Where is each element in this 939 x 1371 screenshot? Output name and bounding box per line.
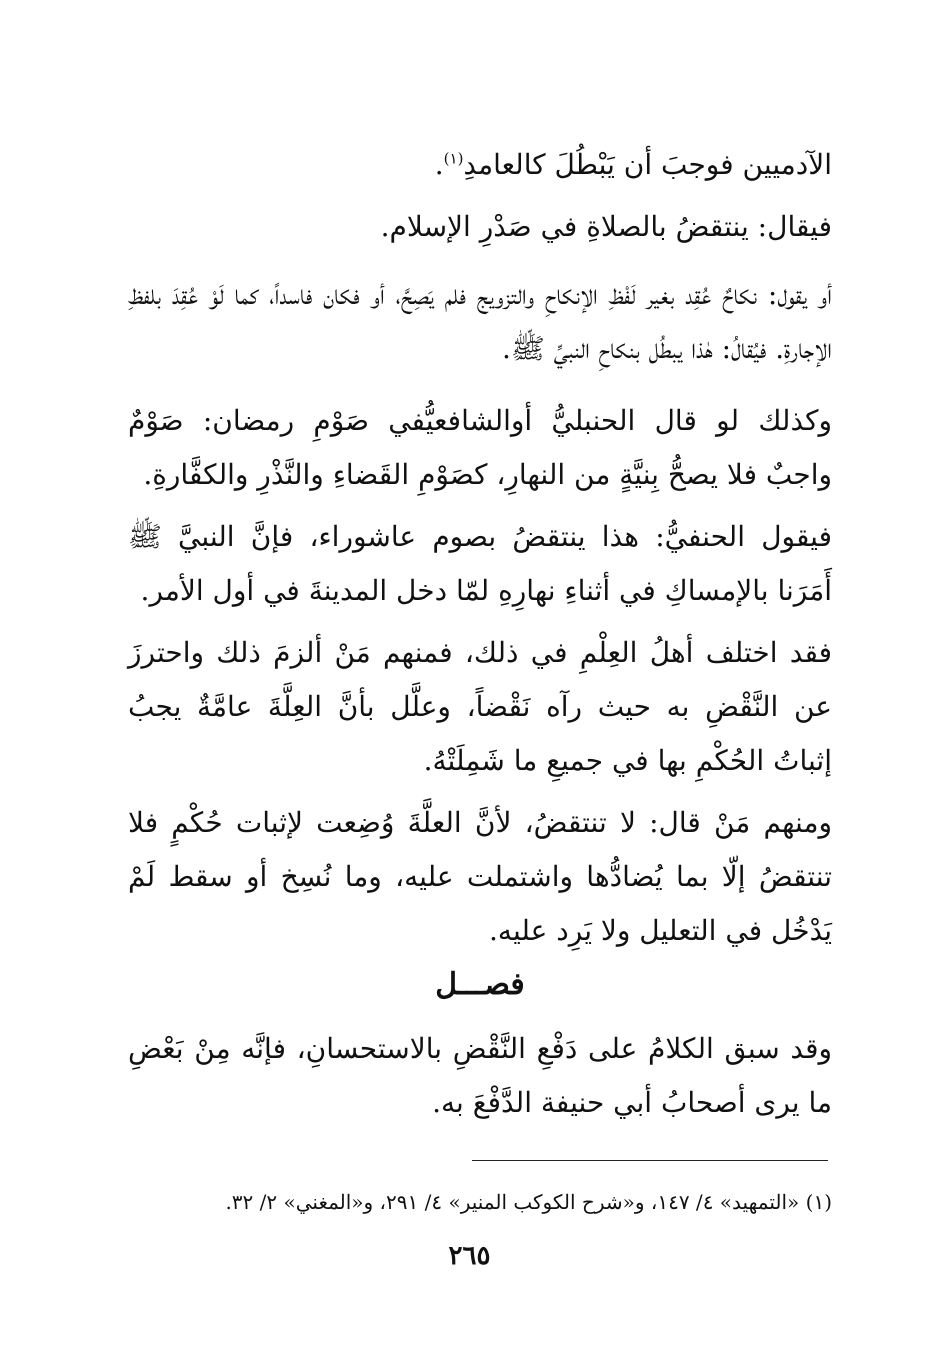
- paragraph-6: فقد اختلف أهلُ العِلْمِ في ذلك، فمنهم مَنْ ألزمَ ذلك واحترزَ عن النَّقْضِ به حيث رآه نَقْضاً، وعلَّل بأنَّ العِلَّةَ عامَّةٌ يجبُ إثباتُ الحُكْمِ بها في جميعِ ما شَمِلَتْهُ.: [128, 636, 832, 777]
- paragraph-4: وكذلك لو قال الحنبليُّ أوالشافعيُّفي صَوْمِ رمضان: صَوْمٌ واجبٌ فلا يصحُّ بِنيَّةٍ من النهارِ، كصَوْمِ القَضاءِ والنَّذْرِ والكفَّارةِ.: [128, 404, 832, 491]
- section-heading: فصـــل: [435, 967, 525, 1002]
- paragraph-7: ومنهم مَنْ قال: لا تنتقضُ، لأنَّ العلَّةَ وُضِعت لإثبات حُكْمٍ فلا تنتقضُ إلّا بما يُضادُّها واشتملت عليه، وما نُسِخ أو سقط لَمْ يَدْخُل في التعليل ولا يَرِد عليه.: [128, 806, 832, 947]
- main-text-upper: [128, 138, 832, 958]
- paragraph-3: أو يقول: نكاحٌ عُقِد بغير لَفْظِ الإنكاحِ والتزويج فلم يَصِحَّ، أو فكان فاسداً، كما لَوْ عُقِدَ بلفظِ الإجارةِ. فيُقالُ: هٰذا يبطُل بنكاحِ النبيِّ ﷺ.: [128, 278, 832, 365]
- footnote-text: (١) «التمهيد» ٤/ ١٤٧، و«شرح الكوكب المنير» ٤/ ٢٩١، و«المغني» ٢/ ٣٢.: [225, 1190, 832, 1214]
- footnote-separator: [472, 1160, 828, 1161]
- paragraph-1: [128, 138, 832, 192]
- section-paragraph: وقد سبق الكلامُ على دَفْعِ النَّقْضِ بالاستحسانِ، فإنَّه مِنْ بَعْضِ ما يرى أصحابُ أبي حنيفة الدَّفْعَ به.: [128, 1032, 832, 1119]
- page-number: ٢٦٥: [448, 1241, 491, 1271]
- paragraph-2: فيقال: ينتقضُ بالصلاةِ في صَدْرِ الإسلام.: [380, 210, 832, 243]
- footnote-reference: (١): [443, 149, 464, 168]
- main-text-lower: [128, 1022, 832, 1130]
- paragraph-1-text: الآدميين فوجبَ أن يَبْطُلَ كالعامدِ: [463, 148, 832, 181]
- paragraph-5: فيقول الحنفيُّ: هذا ينتقضُ بصوم عاشوراء، فإنَّ النبيَّ ﷺ أَمَرَنا بالإمساكِ في أثناءِ نهارِهِ لمّا دخل المدينةَ في أول الأمر.: [128, 520, 832, 607]
- paragraph-1-end: .: [434, 148, 444, 181]
